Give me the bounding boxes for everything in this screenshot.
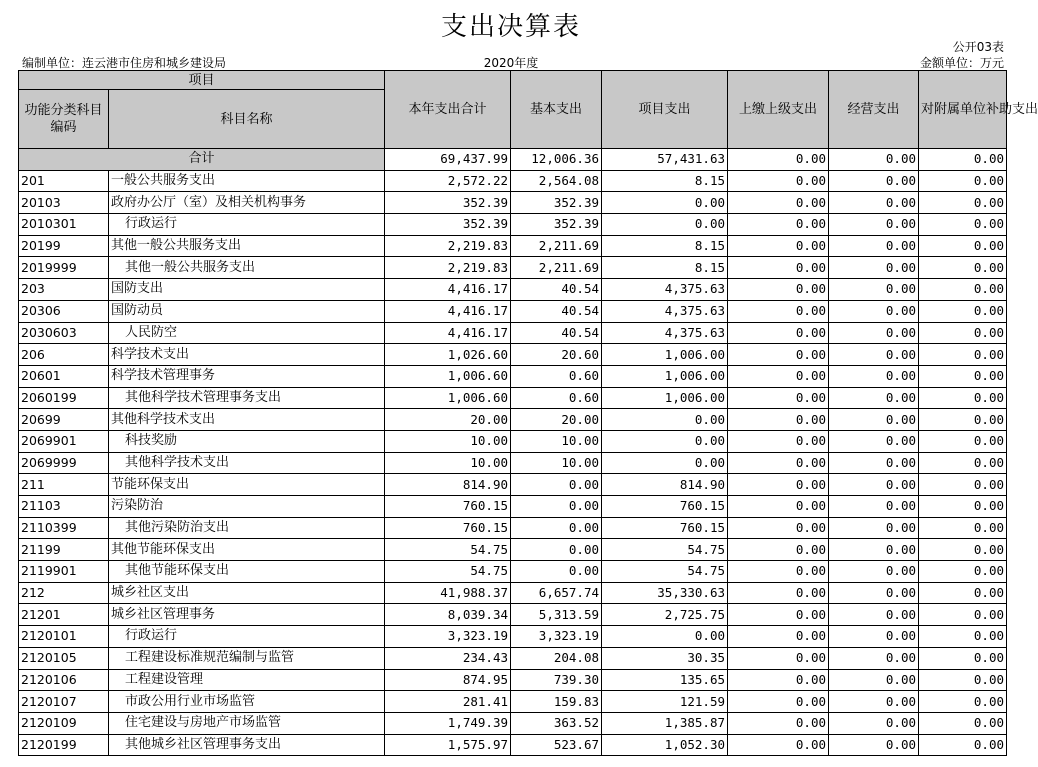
table-row [19,387,1007,409]
row-value: 0.00 [919,322,1007,344]
row-value: 0.00 [829,214,919,236]
row-name: 其他一般公共服务支出 [109,235,385,257]
row-code: 2060199 [19,387,109,409]
header-project: 项目支出 [602,71,728,149]
total-value: 0.00 [829,149,919,171]
row-value: 0.00 [919,430,1007,452]
row-value: 0.00 [919,279,1007,301]
row-value: 0.00 [829,539,919,561]
row-value: 0.00 [829,691,919,713]
row-value: 4,375.63 [602,322,728,344]
row-value: 0.00 [728,170,829,192]
row-value: 10.00 [511,452,602,474]
row-value: 1,006.00 [602,387,728,409]
total-label: 合计 [19,149,385,171]
row-value: 874.95 [385,669,511,691]
row-value: 2,219.83 [385,257,511,279]
form-number: 公开03表 [952,40,1004,54]
row-code: 212 [19,582,109,604]
row-value: 0.00 [919,192,1007,214]
row-value: 135.65 [602,669,728,691]
row-code: 21199 [19,539,109,561]
table-row [19,430,1007,452]
row-code: 2120109 [19,712,109,734]
row-value: 0.00 [829,496,919,518]
row-value: 1,026.60 [385,344,511,366]
row-value: 0.00 [829,409,919,431]
row-value: 352.39 [385,192,511,214]
row-code: 2120107 [19,691,109,713]
header-code: 功能分类科目编码 [19,90,109,149]
header-business: 经营支出 [829,71,919,149]
total-row [19,149,1007,171]
row-value: 814.90 [385,474,511,496]
row-name: 政府办公厅（室）及相关机构事务 [109,192,385,214]
row-value: 0.00 [728,235,829,257]
row-value: 0.00 [728,192,829,214]
organization-label: 编制单位：连云港市住房和城乡建设局 [22,56,227,70]
row-name: 节能环保支出 [109,474,385,496]
row-value: 10.00 [385,452,511,474]
row-code: 20306 [19,300,109,322]
row-code: 203 [19,279,109,301]
row-value: 0.00 [728,647,829,669]
row-value: 0.00 [728,365,829,387]
row-value: 0.00 [829,582,919,604]
table-row [19,344,1007,366]
row-value: 0.00 [919,257,1007,279]
row-value: 0.60 [511,365,602,387]
row-value: 0.00 [829,647,919,669]
row-value: 0.00 [511,474,602,496]
row-value: 8.15 [602,257,728,279]
row-name: 科技奖励 [109,430,385,452]
row-name: 一般公共服务支出 [109,170,385,192]
row-value: 352.39 [385,214,511,236]
row-value: 6,657.74 [511,582,602,604]
row-code: 20601 [19,365,109,387]
row-value: 0.00 [829,430,919,452]
row-value: 4,375.63 [602,279,728,301]
total-value: 12,006.36 [511,149,602,171]
row-code: 2119901 [19,561,109,583]
row-value: 523.67 [511,734,602,756]
table-row [19,257,1007,279]
header-upper: 上缴上级支出 [728,71,829,149]
row-value: 0.00 [919,474,1007,496]
header-item: 项目 [19,71,385,90]
row-value: 0.00 [919,604,1007,626]
row-code: 2010301 [19,214,109,236]
row-value: 0.00 [919,517,1007,539]
row-value: 0.00 [829,170,919,192]
row-value: 0.00 [919,626,1007,648]
row-value: 0.00 [728,582,829,604]
row-name: 行政运行 [109,626,385,648]
row-value: 0.00 [829,604,919,626]
row-value: 0.00 [602,452,728,474]
row-value: 5,313.59 [511,604,602,626]
row-value: 0.00 [919,647,1007,669]
row-name: 国防支出 [109,279,385,301]
row-value: 0.00 [919,235,1007,257]
row-code: 2120105 [19,647,109,669]
row-value: 0.00 [919,669,1007,691]
table-row [19,192,1007,214]
row-value: 760.15 [602,517,728,539]
table-row [19,300,1007,322]
row-value: 0.00 [919,734,1007,756]
row-value: 352.39 [511,214,602,236]
row-value: 0.00 [728,344,829,366]
row-value: 760.15 [602,496,728,518]
row-value: 234.43 [385,647,511,669]
table-row [19,496,1007,518]
row-value: 0.00 [728,561,829,583]
row-value: 2,564.08 [511,170,602,192]
row-name: 城乡社区支出 [109,582,385,604]
row-value: 0.00 [728,604,829,626]
row-value: 281.41 [385,691,511,713]
header-basic: 基本支出 [511,71,602,149]
row-value: 0.00 [728,734,829,756]
row-name: 其他一般公共服务支出 [109,257,385,279]
row-name: 其他节能环保支出 [109,561,385,583]
row-code: 211 [19,474,109,496]
row-value: 2,725.75 [602,604,728,626]
row-value: 1,006.60 [385,365,511,387]
row-value: 0.00 [728,300,829,322]
row-name: 行政运行 [109,214,385,236]
row-value: 0.00 [602,214,728,236]
header-name: 科目名称 [109,90,385,149]
row-value: 40.54 [511,279,602,301]
expenditure-table-container [18,70,1038,756]
row-name: 其他节能环保支出 [109,539,385,561]
row-code: 2019999 [19,257,109,279]
row-value: 2,211.69 [511,235,602,257]
row-value: 0.00 [728,452,829,474]
row-value: 0.00 [829,300,919,322]
row-name: 科学技术支出 [109,344,385,366]
row-code: 2069999 [19,452,109,474]
table-row [19,322,1007,344]
table-row [19,626,1007,648]
row-value: 363.52 [511,712,602,734]
row-value: 0.00 [919,691,1007,713]
row-code: 20699 [19,409,109,431]
row-value: 1,385.87 [602,712,728,734]
row-value: 8.15 [602,170,728,192]
row-value: 760.15 [385,517,511,539]
row-code: 2120199 [19,734,109,756]
row-code: 201 [19,170,109,192]
row-value: 0.00 [728,257,829,279]
row-value: 3,323.19 [385,626,511,648]
row-value: 0.00 [728,712,829,734]
row-value: 0.00 [829,452,919,474]
row-value: 0.00 [511,561,602,583]
row-value: 0.00 [829,279,919,301]
row-value: 0.00 [919,452,1007,474]
total-value: 0.00 [919,149,1007,171]
row-value: 0.00 [919,387,1007,409]
row-value: 54.75 [385,539,511,561]
row-value: 0.00 [728,409,829,431]
row-value: 10.00 [385,430,511,452]
row-value: 0.00 [919,409,1007,431]
row-name: 国防动员 [109,300,385,322]
row-name: 其他城乡社区管理事务支出 [109,734,385,756]
row-code: 2120106 [19,669,109,691]
row-value: 40.54 [511,322,602,344]
row-value: 35,330.63 [602,582,728,604]
header-total: 本年支出合计 [385,71,511,149]
row-name: 工程建设管理 [109,669,385,691]
row-value: 0.00 [511,539,602,561]
row-value: 4,416.17 [385,322,511,344]
row-value: 0.00 [829,669,919,691]
row-value: 0.00 [829,474,919,496]
row-name: 科学技术管理事务 [109,365,385,387]
row-name: 城乡社区管理事务 [109,604,385,626]
row-name: 其他科学技术支出 [109,409,385,431]
row-value: 0.00 [829,235,919,257]
row-value: 1,575.97 [385,734,511,756]
header-subsidy: 对附属单位补助支出 [919,71,1007,149]
row-value: 0.00 [511,517,602,539]
table-row [19,539,1007,561]
row-value: 20.60 [511,344,602,366]
row-value: 4,416.17 [385,300,511,322]
row-value: 4,416.17 [385,279,511,301]
row-code: 21103 [19,496,109,518]
row-value: 0.00 [728,669,829,691]
row-value: 0.00 [728,279,829,301]
row-value: 0.00 [919,214,1007,236]
table-body [19,149,1007,756]
row-value: 0.60 [511,387,602,409]
row-value: 0.00 [829,387,919,409]
row-value: 0.00 [728,517,829,539]
row-value: 8,039.34 [385,604,511,626]
row-value: 20.00 [511,409,602,431]
row-value: 0.00 [919,170,1007,192]
row-value: 760.15 [385,496,511,518]
row-value: 0.00 [829,734,919,756]
row-value: 3,323.19 [511,626,602,648]
row-value: 1,749.39 [385,712,511,734]
row-value: 0.00 [919,365,1007,387]
row-value: 0.00 [919,344,1007,366]
row-value: 2,572.22 [385,170,511,192]
row-name: 人民防空 [109,322,385,344]
row-value: 0.00 [829,322,919,344]
row-value: 0.00 [919,582,1007,604]
total-value: 0.00 [728,149,829,171]
total-value: 57,431.63 [602,149,728,171]
row-value: 0.00 [919,539,1007,561]
table-row [19,669,1007,691]
row-value: 20.00 [385,409,511,431]
row-value: 0.00 [728,539,829,561]
row-value: 0.00 [602,409,728,431]
row-code: 20199 [19,235,109,257]
table-row [19,409,1007,431]
row-value: 0.00 [829,712,919,734]
row-value: 8.15 [602,235,728,257]
table-row [19,691,1007,713]
row-value: 0.00 [602,192,728,214]
row-value: 1,006.00 [602,344,728,366]
row-value: 0.00 [829,626,919,648]
row-code: 21201 [19,604,109,626]
row-code: 2069901 [19,430,109,452]
row-value: 0.00 [728,474,829,496]
row-value: 0.00 [919,300,1007,322]
row-value: 0.00 [829,365,919,387]
page-title: 支出决算表 [440,12,581,42]
row-name: 市政公用行业市场监管 [109,691,385,713]
row-value: 2,211.69 [511,257,602,279]
row-value: 0.00 [728,214,829,236]
table-row [19,214,1007,236]
row-value: 204.08 [511,647,602,669]
row-code: 2110399 [19,517,109,539]
row-value: 0.00 [829,344,919,366]
table-row [19,712,1007,734]
row-value: 0.00 [919,712,1007,734]
row-name: 其他科学技术管理事务支出 [109,387,385,409]
table-row [19,452,1007,474]
row-value: 352.39 [511,192,602,214]
row-code: 20103 [19,192,109,214]
row-value: 0.00 [728,387,829,409]
row-value: 1,006.00 [602,365,728,387]
table-row [19,604,1007,626]
table-row [19,235,1007,257]
row-value: 159.83 [511,691,602,713]
row-value: 2,219.83 [385,235,511,257]
row-value: 0.00 [728,691,829,713]
expenditure-table [18,70,1038,756]
row-value: 10.00 [511,430,602,452]
row-value: 1,006.60 [385,387,511,409]
row-name: 其他科学技术支出 [109,452,385,474]
row-name: 其他污染防治支出 [109,517,385,539]
row-value: 0.00 [728,626,829,648]
row-value: 54.75 [385,561,511,583]
row-value: 1,052.30 [602,734,728,756]
row-value: 739.30 [511,669,602,691]
table-row [19,517,1007,539]
fiscal-year: 2020年度 [483,56,539,70]
row-value: 0.00 [728,496,829,518]
row-value: 814.90 [602,474,728,496]
row-value: 40.54 [511,300,602,322]
row-value: 0.00 [829,517,919,539]
table-row [19,647,1007,669]
row-value: 0.00 [829,257,919,279]
table-row [19,582,1007,604]
table-row [19,365,1007,387]
row-code: 2030603 [19,322,109,344]
row-code: 206 [19,344,109,366]
row-code: 2120101 [19,626,109,648]
table-row [19,279,1007,301]
row-value: 0.00 [728,322,829,344]
total-value: 69,437.99 [385,149,511,171]
row-value: 41,988.37 [385,582,511,604]
table-row [19,170,1007,192]
row-value: 0.00 [602,430,728,452]
row-name: 污染防治 [109,496,385,518]
row-value: 0.00 [919,496,1007,518]
row-value: 0.00 [919,561,1007,583]
row-value: 0.00 [829,561,919,583]
row-value: 54.75 [602,539,728,561]
row-value: 121.59 [602,691,728,713]
row-name: 住宅建设与房地产市场监管 [109,712,385,734]
table-row [19,561,1007,583]
row-name: 工程建设标准规范编制与监管 [109,647,385,669]
table-row [19,474,1007,496]
row-value: 0.00 [602,626,728,648]
table-row [19,734,1007,756]
row-value: 54.75 [602,561,728,583]
amount-unit: 金额单位：万元 [919,56,1004,70]
row-value: 0.00 [511,496,602,518]
row-value: 4,375.63 [602,300,728,322]
row-value: 0.00 [728,430,829,452]
row-value: 0.00 [829,192,919,214]
row-value: 30.35 [602,647,728,669]
